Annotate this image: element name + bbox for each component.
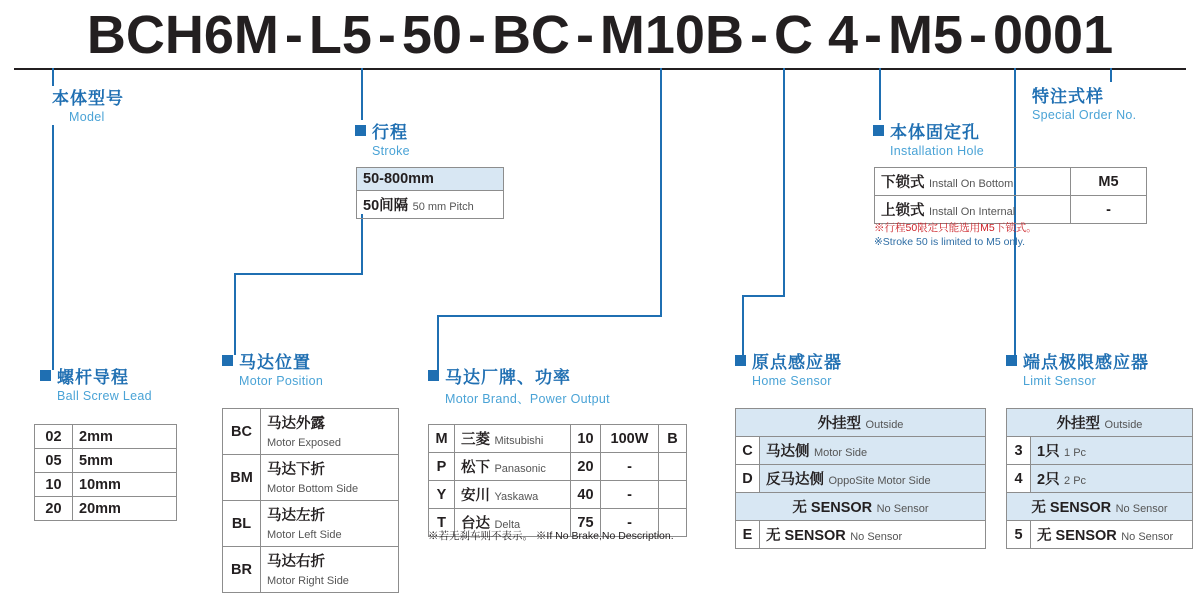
brake-code <box>659 481 687 509</box>
connector-brand-v2 <box>437 315 439 370</box>
code-segment: L5 <box>308 5 372 65</box>
label-special-cn: 特注式样 <box>1032 87 1104 106</box>
ball-screw-lead-table <box>34 424 177 521</box>
label-install-en: Installation Hole <box>890 144 985 158</box>
brand-en: Panasonic <box>494 463 546 475</box>
lead-code: 20 <box>35 497 73 521</box>
code-dash: - <box>864 5 882 65</box>
limit-cn: 1只 <box>1037 444 1060 460</box>
motorpos-cn: 马达外露 <box>267 416 325 432</box>
connector-motorpos-h <box>234 273 363 275</box>
home-code: D <box>736 465 760 493</box>
motorpos-en: Motor Right Side <box>267 575 349 587</box>
home-en: Motor Side <box>813 447 868 459</box>
motorpos-desc <box>261 409 399 455</box>
home-cn: 无 SENSOR <box>792 500 873 516</box>
table-row <box>1007 521 1193 549</box>
home-en: No Sensor <box>876 503 929 515</box>
code-segment: BCH6M <box>86 5 279 65</box>
motor-brand-table <box>428 424 687 537</box>
label-stroke <box>355 118 410 158</box>
power-code: 40 <box>571 481 601 509</box>
install-row-label <box>875 168 1071 196</box>
code-dash: - <box>749 5 768 65</box>
motor-position-table <box>222 408 399 593</box>
home-header-en: Outside <box>865 419 904 431</box>
table-row <box>223 547 399 593</box>
horizontal-divider <box>14 68 1186 70</box>
motorpos-desc <box>261 547 399 593</box>
limit-header-en: Outside <box>1104 419 1143 431</box>
limit-header-cn: 外挂型 <box>1056 416 1101 432</box>
brand-name <box>455 481 571 509</box>
install-row-en: Install On Bottom <box>928 178 1014 190</box>
connector-home-v1 <box>783 68 785 296</box>
code-segment: M5 <box>887 5 963 65</box>
label-model-cn: 本体型号 <box>52 89 124 108</box>
brand-en: Mitsubishi <box>494 435 544 447</box>
brand-cn: 台达 <box>461 516 490 532</box>
motorpos-desc <box>261 455 399 501</box>
label-model-en: Model <box>69 110 105 124</box>
limit-code: 5 <box>1007 521 1031 549</box>
code-segment: 0001 <box>992 5 1114 65</box>
install-note-en: ※Stroke 50 is limited to M5 only. <box>874 236 1025 248</box>
brand-code: M <box>429 425 455 453</box>
limit-desc <box>1031 521 1193 549</box>
stroke-range-cell: 50-800mm <box>357 168 504 191</box>
power-value: - <box>601 509 659 537</box>
home-en: OppoSite Motor Side <box>828 475 931 487</box>
label-motorpos-cn: 马达位置 <box>239 353 311 372</box>
motorpos-cn: 马达下折 <box>267 462 325 478</box>
install-row-cn: 上锁式 <box>881 203 925 219</box>
label-motor-position <box>222 348 323 388</box>
label-stroke-cn: 行程 <box>372 123 408 142</box>
install-row-en: Install On Internal <box>928 206 1016 218</box>
motorpos-code: BC <box>223 409 261 455</box>
limit-code: 3 <box>1007 437 1031 465</box>
table-row <box>1007 493 1193 521</box>
code-dash: - <box>467 5 486 65</box>
table-row <box>429 481 687 509</box>
connector-stroke <box>361 68 363 120</box>
table-row <box>736 493 986 521</box>
stroke-pitch-cell <box>357 191 504 219</box>
limit-sensor-table <box>1006 408 1193 549</box>
code-segment: 50 <box>401 5 462 65</box>
table-row <box>1007 409 1193 437</box>
code-dash: - <box>377 5 396 65</box>
limit-cn: 无 SENSOR <box>1031 500 1112 516</box>
label-limit-cn: 端点极限感应器 <box>1023 353 1149 372</box>
label-limit-sensor <box>1006 348 1149 388</box>
home-nosensor-row <box>736 493 986 521</box>
bullet-square-icon <box>735 355 746 366</box>
motorpos-en: Motor Bottom Side <box>267 483 359 495</box>
connector-brand-h <box>437 315 662 317</box>
table-row <box>35 425 177 449</box>
code-dash: - <box>969 5 987 65</box>
brand-note-cn: ※若无刹车则不表示。 <box>428 530 533 542</box>
table-row <box>223 455 399 501</box>
bullet-square-icon <box>873 125 884 136</box>
brand-en: Yaskawa <box>494 491 539 503</box>
label-motor-brand <box>428 363 610 407</box>
limit-desc <box>1031 465 1193 493</box>
code-segment: M10B <box>599 5 744 65</box>
install-row-cn: 下锁式 <box>881 175 925 191</box>
label-brand-en: Motor Brand、Power Output <box>445 392 610 406</box>
home-en: No Sensor <box>850 531 903 543</box>
limit-en: 2 Pc <box>1064 475 1087 487</box>
lead-code: 05 <box>35 449 73 473</box>
table-row <box>357 191 504 219</box>
limit-code: 4 <box>1007 465 1031 493</box>
motorpos-en: Motor Left Side <box>267 529 342 541</box>
brand-en: Delta <box>494 519 521 531</box>
connector-stroke-down <box>361 214 363 274</box>
connector-home-h <box>742 295 785 297</box>
bullet-square-icon <box>222 355 233 366</box>
label-special-order <box>1032 82 1136 122</box>
label-home-en: Home Sensor <box>752 374 832 388</box>
bullet-square-icon <box>355 125 366 136</box>
bullet-square-icon <box>40 370 51 381</box>
code-segment: C 4 <box>773 5 858 65</box>
home-code: C <box>736 437 760 465</box>
brand-cn: 三菱 <box>461 432 490 448</box>
motorpos-cn: 马达左折 <box>267 508 325 524</box>
limit-nosensor-row <box>1007 493 1193 521</box>
table-row <box>223 501 399 547</box>
stroke-pitch-cn: 50间隔 <box>363 198 409 214</box>
label-motorpos-en: Motor Position <box>239 374 324 388</box>
brake-code: B <box>659 425 687 453</box>
motorpos-code: BR <box>223 547 261 593</box>
label-install-hole <box>873 118 984 158</box>
brand-code: P <box>429 453 455 481</box>
brand-code: Y <box>429 481 455 509</box>
table-row <box>736 437 986 465</box>
label-ball-screw-lead <box>40 363 152 403</box>
install-row-value: M5 <box>1071 168 1147 196</box>
bullet-square-icon <box>1006 355 1017 366</box>
lead-code: 10 <box>35 473 73 497</box>
home-sensor-header <box>736 409 986 437</box>
power-value: 100W <box>601 425 659 453</box>
table-row <box>429 453 687 481</box>
stroke-table <box>356 167 504 219</box>
lead-value: 2mm <box>73 425 177 449</box>
connector-brand-v1 <box>660 68 662 316</box>
motorpos-en: Motor Exposed <box>267 437 341 449</box>
limit-en: 1 Pc <box>1064 447 1087 459</box>
power-value: - <box>601 453 659 481</box>
home-cn: 反马达侧 <box>766 472 824 488</box>
table-row <box>35 473 177 497</box>
home-desc <box>760 521 986 549</box>
motorpos-code: BL <box>223 501 261 547</box>
power-code: 20 <box>571 453 601 481</box>
table-row <box>223 409 399 455</box>
brand-name <box>455 453 571 481</box>
table-row <box>1007 437 1193 465</box>
connector-install <box>879 68 881 120</box>
label-install-cn: 本体固定孔 <box>890 123 980 142</box>
table-row <box>1007 465 1193 493</box>
brand-code: T <box>429 509 455 537</box>
label-brand-cn: 马达厂牌、功率 <box>445 368 571 387</box>
home-code: E <box>736 521 760 549</box>
lead-value: 5mm <box>73 449 177 473</box>
home-sensor-table <box>735 408 986 549</box>
bullet-square-icon <box>428 370 439 381</box>
label-limit-en: Limit Sensor <box>1023 374 1097 388</box>
motorpos-code: BM <box>223 455 261 501</box>
label-model <box>52 84 124 124</box>
motorpos-cn: 马达右折 <box>267 554 325 570</box>
limit-sensor-header <box>1007 409 1193 437</box>
code-dash: - <box>575 5 594 65</box>
label-lead-cn: 螺杆导程 <box>57 368 129 387</box>
home-cn: 无 SENSOR <box>766 528 846 544</box>
table-row <box>736 465 986 493</box>
install-row-value: - <box>1071 196 1147 224</box>
power-code: 10 <box>571 425 601 453</box>
limit-en: No Sensor <box>1115 503 1168 515</box>
lead-code: 02 <box>35 425 73 449</box>
table-row <box>357 168 504 191</box>
install-hole-table <box>874 167 1147 224</box>
home-desc <box>760 437 986 465</box>
motorpos-desc <box>261 501 399 547</box>
brand-name <box>455 425 571 453</box>
lead-value: 10mm <box>73 473 177 497</box>
brand-note-en: ※If No Brake,No Description. <box>535 530 674 542</box>
label-lead-en: Ball Screw Lead <box>57 389 152 403</box>
power-code: 75 <box>571 509 601 537</box>
brand-cn: 安川 <box>461 488 490 504</box>
limit-cn: 无 SENSOR <box>1037 528 1117 544</box>
label-special-en: Special Order No. <box>1032 108 1137 122</box>
code-dash: - <box>284 5 303 65</box>
label-home-cn: 原点感应器 <box>752 353 842 372</box>
table-row <box>736 521 986 549</box>
home-desc <box>760 465 986 493</box>
brand-cn: 松下 <box>461 460 490 476</box>
table-row <box>875 168 1147 196</box>
table-row <box>429 425 687 453</box>
power-value: - <box>601 481 659 509</box>
connector-model-down <box>52 125 54 370</box>
brake-code <box>659 453 687 481</box>
code-segment: BC <box>491 5 570 65</box>
model-code-string <box>0 4 1200 66</box>
label-home-sensor <box>735 348 842 388</box>
limit-cn: 2只 <box>1037 472 1060 488</box>
table-row <box>35 449 177 473</box>
brand-note <box>428 528 674 543</box>
home-header-cn: 外挂型 <box>817 416 862 432</box>
table-row <box>35 497 177 521</box>
limit-en: No Sensor <box>1121 531 1174 543</box>
install-note-cn: ※行程50限定只能选用M5下锁式。 <box>874 222 1037 234</box>
lead-value: 20mm <box>73 497 177 521</box>
stroke-pitch-en: 50 mm Pitch <box>412 201 474 213</box>
connector-motorpos-v <box>234 273 236 355</box>
label-stroke-en: Stroke <box>372 144 410 158</box>
home-cn: 马达侧 <box>766 444 810 460</box>
limit-desc <box>1031 437 1193 465</box>
connector-special <box>1110 68 1112 82</box>
table-row <box>736 409 986 437</box>
